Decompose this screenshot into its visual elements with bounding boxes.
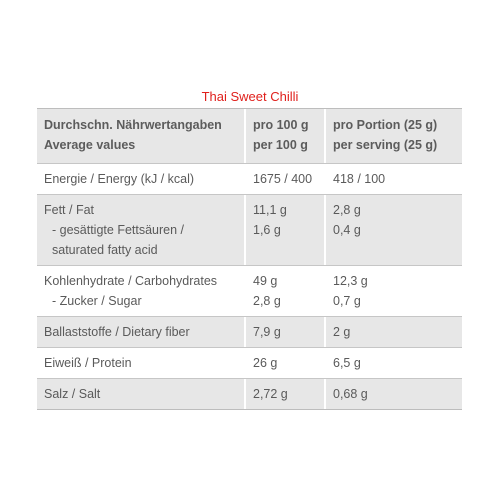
header-per-serving (324, 109, 462, 163)
carbohydrates-label: Kohlenhydrate / Carbohydrates (44, 274, 218, 288)
row-label (37, 317, 244, 347)
header-label-en: Average values (44, 138, 136, 152)
protein-per100: 26 g (253, 356, 278, 370)
salt-label: Salz / Salt (44, 387, 101, 401)
table-row-fiber (37, 316, 462, 347)
row-per100 (244, 317, 324, 347)
fat-serving: 2,8 g (333, 203, 361, 217)
sugar-per100: 2,8 g (253, 294, 281, 308)
fiber-label: Ballaststoffe / Dietary fiber (44, 325, 190, 339)
header-label-de: Durchschn. Nährwertangaben (44, 118, 222, 132)
fat-per100: 11,1 g (253, 203, 287, 217)
product-title: Thai Sweet Chilli (201, 89, 299, 104)
table-row-salt (37, 378, 462, 409)
row-per100 (244, 348, 324, 378)
sugar-serving: 0,7 g (333, 294, 361, 308)
table-row-carbohydrates (37, 265, 462, 316)
table-row-fat (37, 194, 462, 265)
header-per100-en: per 100 g (253, 138, 308, 152)
energy-label: Energie / Energy (kJ / kcal) (44, 172, 195, 186)
fiber-per100: 7,9 g (253, 325, 281, 339)
row-label (37, 195, 244, 265)
header-per100-de: pro 100 g (253, 118, 309, 132)
row-serving (324, 195, 462, 265)
row-per100 (244, 266, 324, 316)
row-label (37, 266, 244, 316)
header-per-100g (244, 109, 324, 163)
fiber-serving: 2 g (333, 325, 351, 339)
row-per100 (244, 379, 324, 409)
saturated-label-de: - gesättigte Fettsäuren / (52, 223, 185, 237)
table-row-energy (37, 163, 462, 194)
table-row-protein (37, 347, 462, 378)
sugar-label: - Zucker / Sugar (52, 294, 142, 308)
fat-label: Fett / Fat (44, 203, 95, 217)
row-per100 (244, 195, 324, 265)
salt-serving: 0,68 g (333, 387, 368, 401)
carbohydrates-per100: 49 g (253, 274, 278, 288)
protein-label: Eiweiß / Protein (44, 356, 132, 370)
row-serving (324, 348, 462, 378)
header-serving-en: per serving (25 g) (333, 138, 438, 152)
row-label (37, 164, 244, 194)
saturated-serving: 0,4 g (333, 223, 361, 237)
row-serving (324, 379, 462, 409)
row-serving (324, 317, 462, 347)
header-average-values (37, 109, 244, 163)
energy-per100: 1675 / 400 (253, 172, 313, 186)
table-header-row (37, 109, 462, 163)
row-serving (324, 164, 462, 194)
row-serving (324, 266, 462, 316)
protein-serving: 6,5 g (333, 356, 361, 370)
header-serving-de: pro Portion (25 g) (333, 118, 438, 132)
nutrition-table (37, 108, 462, 410)
row-per100 (244, 164, 324, 194)
salt-per100: 2,72 g (253, 387, 288, 401)
row-label (37, 379, 244, 409)
energy-serving: 418 / 100 (333, 172, 386, 186)
saturated-per100: 1,6 g (253, 223, 281, 237)
carbohydrates-serving: 12,3 g (333, 274, 368, 288)
row-label (37, 348, 244, 378)
saturated-label-en: saturated fatty acid (52, 243, 158, 257)
